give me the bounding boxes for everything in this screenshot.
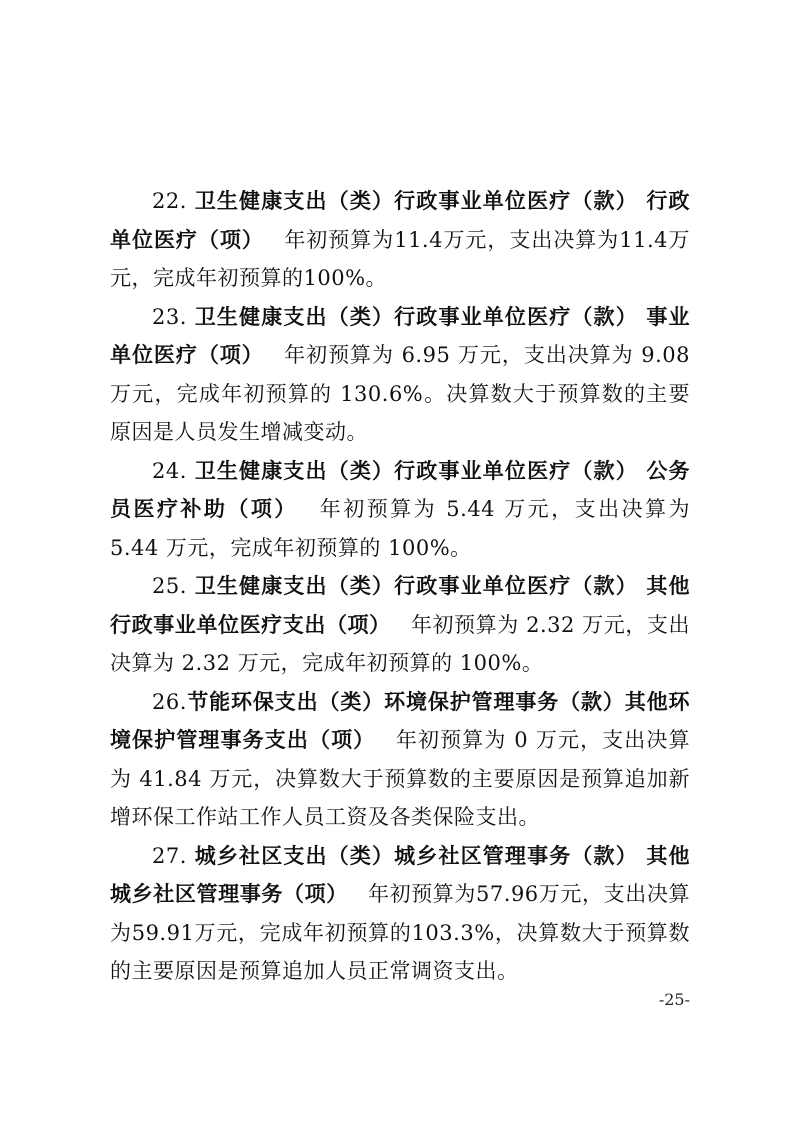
paragraph-25	[110, 567, 690, 683]
paragraph-body: 年初预算为11.4万元，支出决算为11.4万元，完成年初预算的100%。	[110, 227, 690, 290]
paragraph-number: 23.	[152, 304, 195, 329]
paragraph-heading: 卫生健康支出（类）行政事业单位医疗（款） 公务员医疗补助（项）	[110, 457, 690, 521]
paragraph-number: 24.	[152, 458, 195, 483]
paragraph-24	[110, 452, 690, 568]
paragraph-number: 22.	[152, 189, 195, 213]
page-number: -25-	[658, 990, 690, 1009]
paragraph-body: 年初预算为 2.32 万元，支出决算为 2.32 万元，完成年初预算的 100%。	[110, 612, 691, 675]
paragraph-heading: 节能环保支出（类）环境保护管理事务（款）其他环境保护管理事务支出（项）	[110, 688, 690, 752]
paragraph-body: 年初预算为 6.95 万元，支出决算为 9.08 万元，完成年初预算的 130.6%。决算数大于预算数的主要原因是人员发生增减变动。	[110, 343, 691, 444]
paragraph-27	[110, 837, 690, 991]
paragraph-heading: 卫生健康支出（类）行政事业单位医疗（款） 事业单位医疗（项）	[110, 303, 690, 367]
paragraph-body: 年初预算为57.96万元，支出决算为59.91万元，完成年初预算的103.3%，决算数大于预算数的主要原因是预算追加人员正常调资支出。	[110, 882, 691, 983]
paragraph-heading: 卫生健康支出（类）行政事业单位医疗（款） 其他行政事业单位医疗支出（项）	[110, 573, 690, 637]
paragraph-23	[110, 298, 690, 452]
paragraph-26	[110, 683, 690, 837]
paragraph-body: 年初预算为 5.44 万元，支出决算为 5.44 万元，完成年初预算的 100%。	[110, 497, 691, 560]
paragraph-number: 25.	[152, 574, 195, 598]
paragraph-number: 26.	[152, 689, 187, 714]
paragraph-heading: 卫生健康支出（类）行政事业单位医疗（款） 行政单位医疗（项）	[110, 188, 690, 252]
document-body	[110, 182, 690, 991]
paragraph-heading: 城乡社区支出（类）城乡社区管理事务（款） 其他城乡社区管理事务（项）	[110, 842, 690, 906]
paragraph-22	[110, 182, 690, 298]
paragraph-body: 年初预算为 0 万元，支出决算为 41.84 万元，决算数大于预算数的主要原因是预算追加新增环保工作站工作人员工资及各类保险支出。	[110, 728, 691, 829]
paragraph-number: 27.	[152, 843, 195, 868]
